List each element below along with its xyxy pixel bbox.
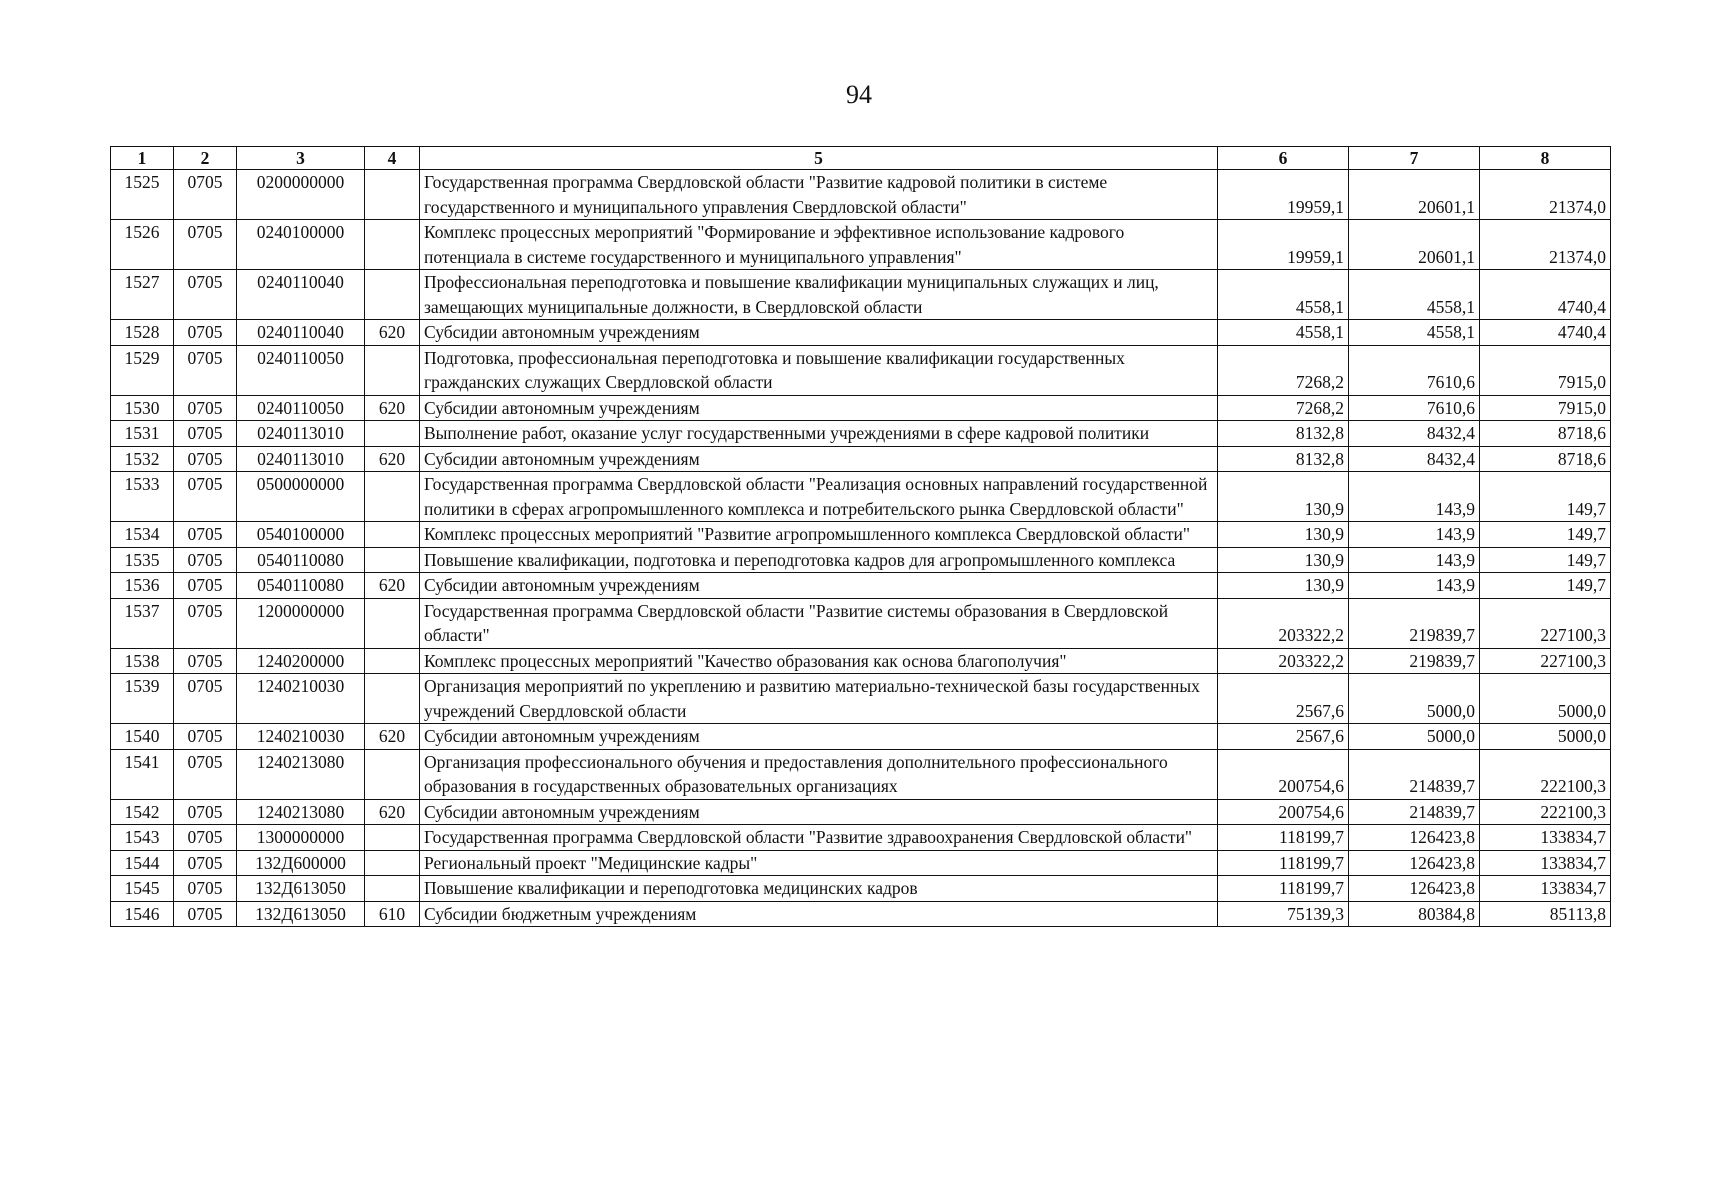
table-row	[111, 901, 1611, 927]
expense-type-code	[365, 674, 420, 724]
target-article-code: 1300000000	[237, 825, 365, 851]
expense-type-code: 620	[365, 320, 420, 346]
target-article-code: 0540100000	[237, 522, 365, 548]
item-name: Субсидии автономным учреждениям	[420, 573, 1218, 599]
table-row	[111, 446, 1611, 472]
section-code: 0705	[174, 850, 237, 876]
row-number: 1542	[111, 799, 174, 825]
table-row	[111, 522, 1611, 548]
table-row	[111, 472, 1611, 522]
table-row	[111, 799, 1611, 825]
amount-col7: 143,9	[1349, 573, 1480, 599]
amount-col6: 203322,2	[1218, 648, 1349, 674]
expense-type-code	[365, 522, 420, 548]
target-article-code: 0540110080	[237, 547, 365, 573]
column-header: 3	[237, 147, 365, 170]
expense-type-code: 610	[365, 901, 420, 927]
target-article-code: 0240110050	[237, 345, 365, 395]
target-article-code: 1240200000	[237, 648, 365, 674]
target-article-code: 1240210030	[237, 724, 365, 750]
amount-col6: 4558,1	[1218, 270, 1349, 320]
amount-col8: 222100,3	[1480, 749, 1611, 799]
amount-col6: 118199,7	[1218, 876, 1349, 902]
item-name: Субсидии автономным учреждениям	[420, 799, 1218, 825]
row-number: 1532	[111, 446, 174, 472]
amount-col6: 200754,6	[1218, 799, 1349, 825]
row-number: 1531	[111, 421, 174, 447]
item-name: Повышение квалификации и переподготовка медицинских кадров	[420, 876, 1218, 902]
amount-col7: 4558,1	[1349, 270, 1480, 320]
item-name: Выполнение работ, оказание услуг государственными учреждениями в сфере кадровой политики	[420, 421, 1218, 447]
page-number: 94	[846, 80, 872, 109]
expense-type-code	[365, 876, 420, 902]
amount-col8: 21374,0	[1480, 220, 1611, 270]
expense-type-code	[365, 345, 420, 395]
row-number: 1534	[111, 522, 174, 548]
amount-col8: 85113,8	[1480, 901, 1611, 927]
amount-col6: 118199,7	[1218, 850, 1349, 876]
amount-col8: 7915,0	[1480, 345, 1611, 395]
item-name: Организация профессионального обучения и предоставления дополнительного профессионального образования в государственных образовательных организациях	[420, 749, 1218, 799]
amount-col6: 7268,2	[1218, 395, 1349, 421]
expense-type-code	[365, 825, 420, 851]
amount-col6: 75139,3	[1218, 901, 1349, 927]
expense-type-code: 620	[365, 724, 420, 750]
column-header: 1	[111, 147, 174, 170]
target-article-code: 0240110040	[237, 320, 365, 346]
item-name: Субсидии автономным учреждениям	[420, 724, 1218, 750]
amount-col7: 214839,7	[1349, 799, 1480, 825]
item-name: Комплекс процессных мероприятий "Формирование и эффективное использование кадрового потенциала в системе государственного и муниципального управления"	[420, 220, 1218, 270]
table-row	[111, 598, 1611, 648]
amount-col8: 149,7	[1480, 522, 1611, 548]
amount-col8: 149,7	[1480, 547, 1611, 573]
budget-table	[110, 146, 1611, 927]
section-code: 0705	[174, 674, 237, 724]
item-name: Подготовка, профессиональная переподготовка и повышение квалификации государственных гражданских служащих Свердловской области	[420, 345, 1218, 395]
amount-col6: 130,9	[1218, 547, 1349, 573]
table-body	[111, 170, 1611, 927]
amount-col8: 149,7	[1480, 472, 1611, 522]
expense-type-code	[365, 598, 420, 648]
amount-col7: 219839,7	[1349, 598, 1480, 648]
section-code: 0705	[174, 799, 237, 825]
amount-col8: 4740,4	[1480, 270, 1611, 320]
amount-col7: 5000,0	[1349, 674, 1480, 724]
section-code: 0705	[174, 522, 237, 548]
amount-col8: 5000,0	[1480, 674, 1611, 724]
section-code: 0705	[174, 547, 237, 573]
section-code: 0705	[174, 395, 237, 421]
expense-type-code	[365, 547, 420, 573]
column-header: 6	[1218, 147, 1349, 170]
amount-col6: 200754,6	[1218, 749, 1349, 799]
expense-type-code	[365, 421, 420, 447]
row-number: 1530	[111, 395, 174, 421]
item-name: Государственная программа Свердловской области "Развитие системы образования в Свердловской области"	[420, 598, 1218, 648]
section-code: 0705	[174, 825, 237, 851]
row-number: 1537	[111, 598, 174, 648]
target-article-code: 0240110040	[237, 270, 365, 320]
amount-col7: 5000,0	[1349, 724, 1480, 750]
row-number: 1544	[111, 850, 174, 876]
amount-col8: 227100,3	[1480, 648, 1611, 674]
table-row	[111, 825, 1611, 851]
table-row	[111, 850, 1611, 876]
amount-col7: 214839,7	[1349, 749, 1480, 799]
section-code: 0705	[174, 446, 237, 472]
amount-col6: 19959,1	[1218, 220, 1349, 270]
amount-col7: 80384,8	[1349, 901, 1480, 927]
amount-col8: 8718,6	[1480, 421, 1611, 447]
amount-col7: 20601,1	[1349, 170, 1480, 220]
amount-col6: 4558,1	[1218, 320, 1349, 346]
target-article-code: 132Д600000	[237, 850, 365, 876]
amount-col8: 21374,0	[1480, 170, 1611, 220]
section-code: 0705	[174, 220, 237, 270]
row-number: 1526	[111, 220, 174, 270]
target-article-code: 0200000000	[237, 170, 365, 220]
section-code: 0705	[174, 421, 237, 447]
table-row	[111, 573, 1611, 599]
item-name: Субсидии автономным учреждениям	[420, 395, 1218, 421]
row-number: 1546	[111, 901, 174, 927]
item-name: Государственная программа Свердловской области "Реализация основных направлений государственной политики в сферах агропромышленного комплекса и потребительского рынка Свердловской области"	[420, 472, 1218, 522]
item-name: Региональный проект "Медицинские кадры"	[420, 850, 1218, 876]
expense-type-code	[365, 472, 420, 522]
section-code: 0705	[174, 724, 237, 750]
amount-col6: 130,9	[1218, 522, 1349, 548]
amount-col6: 130,9	[1218, 472, 1349, 522]
target-article-code: 1240210030	[237, 674, 365, 724]
amount-col8: 5000,0	[1480, 724, 1611, 750]
target-article-code: 1240213080	[237, 749, 365, 799]
expense-type-code	[365, 270, 420, 320]
section-code: 0705	[174, 345, 237, 395]
amount-col7: 7610,6	[1349, 345, 1480, 395]
row-number: 1535	[111, 547, 174, 573]
amount-col7: 8432,4	[1349, 446, 1480, 472]
row-number: 1540	[111, 724, 174, 750]
column-header: 2	[174, 147, 237, 170]
amount-col7: 143,9	[1349, 472, 1480, 522]
amount-col8: 8718,6	[1480, 446, 1611, 472]
table-row	[111, 876, 1611, 902]
amount-col7: 126423,8	[1349, 850, 1480, 876]
item-name: Профессиональная переподготовка и повышение квалификации муниципальных служащих и лиц, замещающих муниципальные должности, в Свердловской области	[420, 270, 1218, 320]
table-row	[111, 320, 1611, 346]
section-code: 0705	[174, 749, 237, 799]
amount-col6: 130,9	[1218, 573, 1349, 599]
amount-col8: 4740,4	[1480, 320, 1611, 346]
column-header: 4	[365, 147, 420, 170]
amount-col8: 133834,7	[1480, 876, 1611, 902]
section-code: 0705	[174, 170, 237, 220]
table-row	[111, 674, 1611, 724]
amount-col6: 8132,8	[1218, 446, 1349, 472]
row-number: 1525	[111, 170, 174, 220]
amount-col8: 222100,3	[1480, 799, 1611, 825]
item-name: Комплекс процессных мероприятий "Качество образования как основа благополучия"	[420, 648, 1218, 674]
section-code: 0705	[174, 472, 237, 522]
target-article-code: 132Д613050	[237, 876, 365, 902]
amount-col7: 4558,1	[1349, 320, 1480, 346]
expense-type-code: 620	[365, 573, 420, 599]
amount-col6: 19959,1	[1218, 170, 1349, 220]
item-name: Государственная программа Свердловской области "Развитие кадровой политики в системе государственного и муниципального управления Свердловской области"	[420, 170, 1218, 220]
target-article-code: 0240100000	[237, 220, 365, 270]
row-number: 1536	[111, 573, 174, 599]
amount-col6: 8132,8	[1218, 421, 1349, 447]
expense-type-code	[365, 170, 420, 220]
item-name: Организация мероприятий по укреплению и развитию материально-технической базы государственных учреждений Свердловской области	[420, 674, 1218, 724]
row-number: 1527	[111, 270, 174, 320]
amount-col8: 149,7	[1480, 573, 1611, 599]
row-number: 1529	[111, 345, 174, 395]
amount-col8: 227100,3	[1480, 598, 1611, 648]
column-header: 5	[420, 147, 1218, 170]
table-row	[111, 395, 1611, 421]
expense-type-code	[365, 220, 420, 270]
amount-col6: 2567,6	[1218, 724, 1349, 750]
amount-col7: 143,9	[1349, 547, 1480, 573]
header-row	[111, 147, 1611, 170]
table-row	[111, 421, 1611, 447]
row-number: 1543	[111, 825, 174, 851]
target-article-code: 0500000000	[237, 472, 365, 522]
row-number: 1538	[111, 648, 174, 674]
target-article-code: 0240110050	[237, 395, 365, 421]
table-row	[111, 345, 1611, 395]
amount-col7: 126423,8	[1349, 825, 1480, 851]
item-name: Субсидии автономным учреждениям	[420, 320, 1218, 346]
amount-col6: 7268,2	[1218, 345, 1349, 395]
item-name: Государственная программа Свердловской области "Развитие здравоохранения Свердловской области"	[420, 825, 1218, 851]
amount-col8: 133834,7	[1480, 850, 1611, 876]
item-name: Комплекс процессных мероприятий "Развитие агропромышленного комплекса Свердловской области"	[420, 522, 1218, 548]
section-code: 0705	[174, 901, 237, 927]
target-article-code: 0240113010	[237, 421, 365, 447]
amount-col6: 2567,6	[1218, 674, 1349, 724]
item-name: Повышение квалификации, подготовка и переподготовка кадров для агропромышленного комплекса	[420, 547, 1218, 573]
expense-type-code: 620	[365, 446, 420, 472]
table-row	[111, 724, 1611, 750]
expense-type-code	[365, 648, 420, 674]
table-row	[111, 270, 1611, 320]
column-header: 7	[1349, 147, 1480, 170]
amount-col6: 203322,2	[1218, 598, 1349, 648]
row-number: 1541	[111, 749, 174, 799]
expense-type-code	[365, 749, 420, 799]
target-article-code: 0540110080	[237, 573, 365, 599]
section-code: 0705	[174, 598, 237, 648]
expense-type-code: 620	[365, 799, 420, 825]
expense-type-code	[365, 850, 420, 876]
amount-col7: 219839,7	[1349, 648, 1480, 674]
amount-col8: 133834,7	[1480, 825, 1611, 851]
amount-col6: 118199,7	[1218, 825, 1349, 851]
table-row	[111, 220, 1611, 270]
amount-col7: 8432,4	[1349, 421, 1480, 447]
table-row	[111, 749, 1611, 799]
section-code: 0705	[174, 573, 237, 599]
row-number: 1533	[111, 472, 174, 522]
target-article-code: 0240113010	[237, 446, 365, 472]
amount-col7: 143,9	[1349, 522, 1480, 548]
amount-col7: 126423,8	[1349, 876, 1480, 902]
amount-col8: 7915,0	[1480, 395, 1611, 421]
target-article-code: 132Д613050	[237, 901, 365, 927]
row-number: 1539	[111, 674, 174, 724]
section-code: 0705	[174, 648, 237, 674]
row-number: 1545	[111, 876, 174, 902]
amount-col7: 7610,6	[1349, 395, 1480, 421]
row-number: 1528	[111, 320, 174, 346]
item-name: Субсидии автономным учреждениям	[420, 446, 1218, 472]
column-header: 8	[1480, 147, 1611, 170]
table-row	[111, 170, 1611, 220]
amount-col7: 20601,1	[1349, 220, 1480, 270]
expense-type-code: 620	[365, 395, 420, 421]
table-row	[111, 547, 1611, 573]
item-name: Субсидии бюджетным учреждениям	[420, 901, 1218, 927]
target-article-code: 1200000000	[237, 598, 365, 648]
table-row	[111, 648, 1611, 674]
section-code: 0705	[174, 320, 237, 346]
target-article-code: 1240213080	[237, 799, 365, 825]
section-code: 0705	[174, 876, 237, 902]
section-code: 0705	[174, 270, 237, 320]
